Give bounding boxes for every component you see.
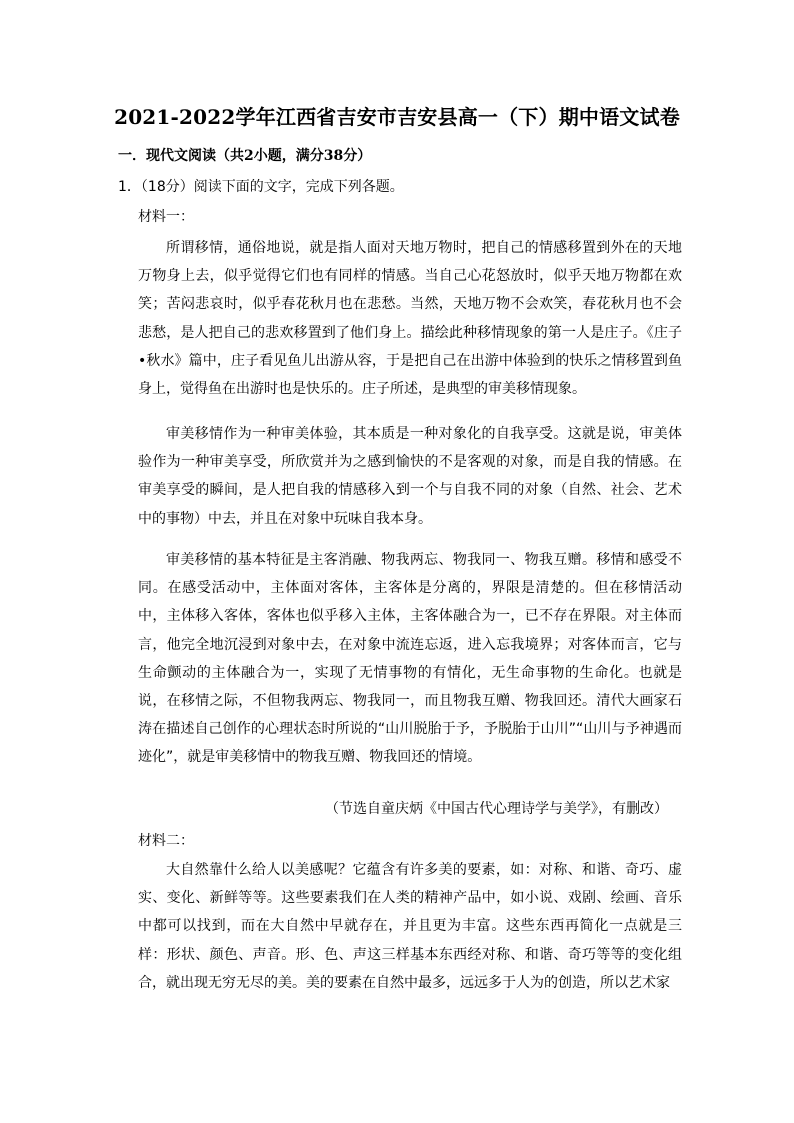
material-two-label: 材料二： <box>138 833 194 849</box>
page-title: 2021-2022学年江西省吉安市吉安县高一（下）期中语文试卷 <box>114 105 680 129</box>
material-one-source: （节选自童庆炳《中国古代心理诗学与美学》，有删改） <box>325 801 668 817</box>
material-one-paragraph: 审美移情的基本特征是主客消融、物我两忘、物我同一、物我互赠。移情和感受不同。在感受活动中，主体面对客体，主客体是分离的，界限是清楚的。但在移情活动中，主体移入客体，客体也似乎移入主体，主客体融合为一，已不存在界限。对主体而言，他完全地沉浸到对象中去，在对象中流连忘返，进入忘我境界；对客体而言，它与生命颤动的主体融合为一，实现了无情事物的有情化，无生命事物的生命化。也就是说，在移情之际，不但物我两忘、物我同一，而且物我互赠、物我回还。清代大画家石涛在描述自己创作的心理状态时所说的“山川脱胎于予，予脱胎于山川”“山川与予神遇而迹化”，就是审美移情中的物我互赠、物我回还的情境。 <box>138 552 682 766</box>
question-number: 1． <box>118 179 141 195</box>
question-line <box>118 176 404 198</box>
material-one-paragraph: 所谓移情，通俗地说，就是指人面对天地万物时，把自己的情感移置到外在的天地万物身上去，似乎觉得它们也有同样的情感。当自己心花怒放时，似乎天地万物都在欢笑；苦闷悲哀时，似乎春花秋月也在悲愁。当然，天地万物不会欢笑，春花秋月也不会悲愁，是人把自己的悲欢移置到了他们身上。描绘此种移情现象的第一人是庄子。《庄子•秋水》篇中，庄子看见鱼儿出游从容，于是把自己在出游中体验到的快乐之情移置到鱼身上，觉得鱼在出游时也是快乐的。庄子所述，是典型的审美移情现象。 <box>138 240 682 398</box>
material-one-label: 材料一： <box>138 209 194 225</box>
section-heading: 一．现代文阅读（共2小题，满分38分） <box>118 148 372 164</box>
material-two-paragraph: 大自然靠什么给人以美感呢？它蕴含有许多美的要素，如：对称、和谐、奇巧、虚实、变化、新鲜等等。这些要素我们在人类的精神产品中，如小说、戏剧、绘画、音乐中都可以找到，而在大自然中早就存在，并且更为丰富。这些东西再简化一点就是三样：形状、颜色、声音。形、色、声这三样基本东西经对称、和谐、奇巧等等的变化组合，就出现无穷无尽的美。美的要素在自然中最多，远远多于人为的创造，所以艺术家 <box>138 862 682 991</box>
question-text: （18分）阅读下面的文字，完成下列各题。 <box>140 179 404 195</box>
material-one-paragraph: 审美移情作为一种审美体验，其本质是一种对象化的自我享受。这就是说，审美体验作为一种审美享受，所欣赏并为之感到愉快的不是客观的对象，而是自我的情感。在审美享受的瞬间，是人把自我的情感移入到一个与自我不同的对象（自然、社会、艺术中的事物）中去，并且在对象中玩味自我本身。 <box>138 426 682 527</box>
